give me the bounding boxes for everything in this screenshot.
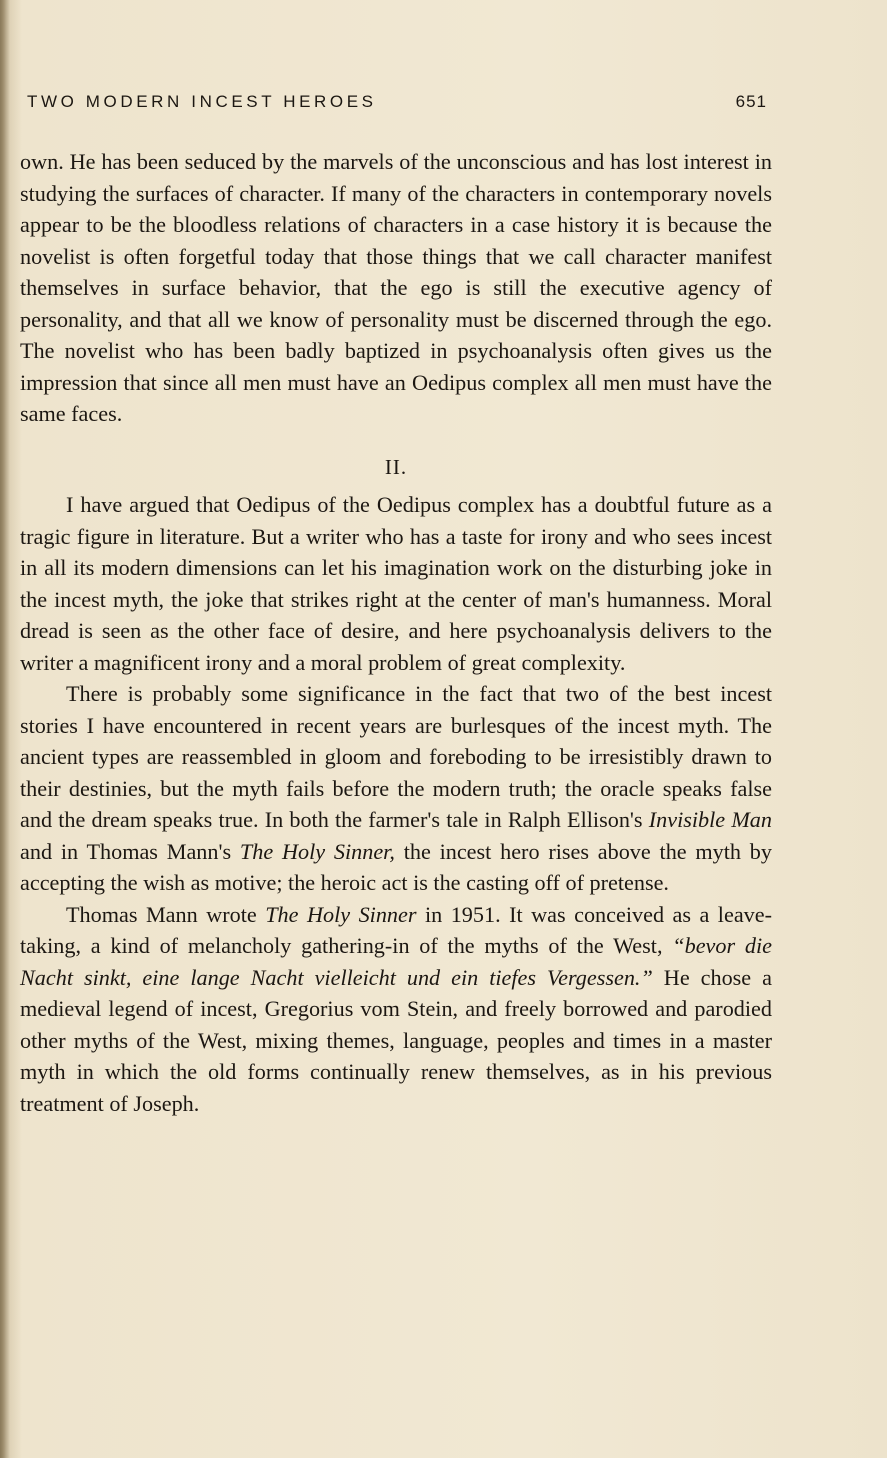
german-quotation: “bevor die Nacht sinkt, eine lange Nacht vielleicht und ein tiefes Vergessen.” [20,933,772,990]
section-heading: II. [384,454,408,479]
gutter-shadow [0,0,10,1458]
running-title: TWO MODERN INCEST HEROES [27,92,377,111]
paragraph-3-text-b: and in Thomas Mann's [20,838,240,864]
paragraph-4-text-a: Thomas Mann wrote [66,901,266,927]
paragraph-4 [20,899,772,1120]
page-number: 651 [735,92,767,111]
book-title-holy-sinner: The Holy Sinner, [239,838,395,864]
paragraph-3-text-c: the incest hero rises above the myth by accepting the wish as motive; the heroic act is the casting off of pretense. [20,838,772,895]
body-text [20,146,772,1119]
paragraph-3-text-a: There is probably some significance in the fact that two of the best incest stories I have encountered in recent years are burlesques of the incest myth. The ancient types are reassembled in gloom and foreboding to be irresistibly drawn to their destinies, but the myth fails before the modern truth; the oracle speaks false and the dream speaks true. In both the farmer's tale in Ralph Ellison's [20,681,772,832]
running-head [27,92,767,112]
paragraph-4-text-b: in 1951. It was conceived as a leave-taking, a kind of melancholy gathering-in of the myths of the West, [20,901,772,958]
paragraph-3 [20,678,772,899]
paragraph-4-text-c: He chose a medieval legend of incest, Gregorius vom Stein, and freely borrowed and parodied other myths of the West, mixing themes, language, peoples and times in a master myth in which the old forms continually renew themselves, as in his previous treatment of Joseph. [20,964,772,1116]
book-title-invisible-man: Invisible Man [648,807,772,832]
book-title-holy-sinner-2: The Holy Sinner [265,901,417,927]
paragraph-2: I have argued that Oedipus of the Oedipus complex has a doubtful future as a tragic figure in literature. But a writer who has a taste for irony and who sees incest in all its modern dimensions can let his imagination work on the disturbing joke in the incest myth, the joke that strikes right at the center of man's humanness. Moral dread is seen as the other face of desire, and here psychoanalysis delivers to the writer a magnificent irony and a moral problem of great complexity. [20,492,772,675]
paragraph-1: own. He has been seduced by the marvels of the unconscious and has lost interest in studying the surfaces of character. If many of the characters in contemporary novels appear to be the bloodless relations of characters in a case history it is because the novelist is often forgetful today that those things that we call character manifest themselves in surface behavior, that the ego is still the executive agency of personality, and that all we know of personality must be discerned through the ego. The novelist who has been badly baptized in psychoanalysis often gives us the impression that since all men must have an Oedipus complex all men must have the same faces. [20,149,772,426]
